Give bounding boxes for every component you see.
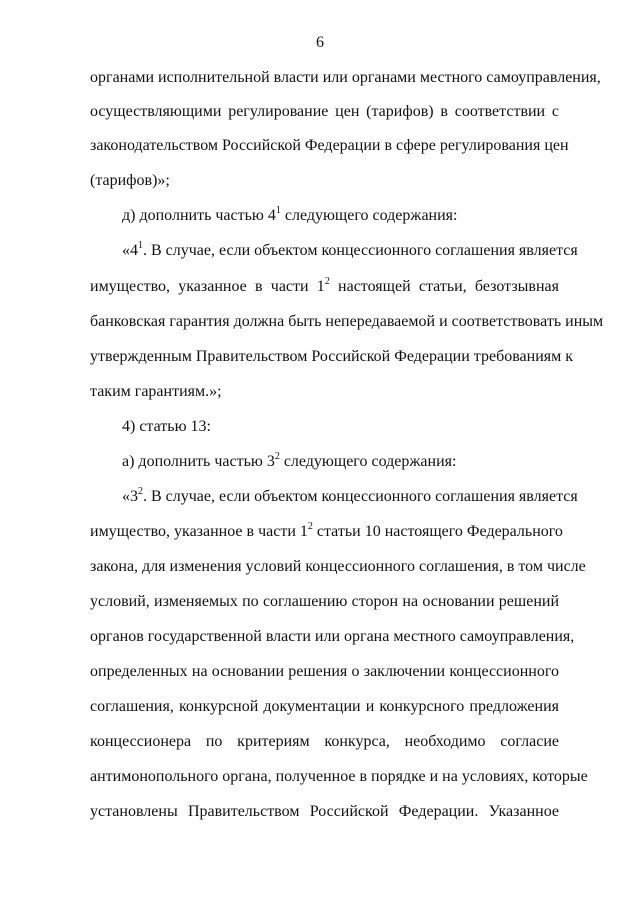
- text-line-9: [90, 347, 574, 367]
- text-run: органов государственной власти или органа местного самоуправления,: [90, 628, 575, 645]
- text-run: утвержденным Правительством Российской Федерации требованиям к: [90, 348, 574, 365]
- text-line-7: [90, 277, 559, 297]
- text-line-2: [90, 102, 559, 122]
- text-run: . В случае, если объектом концессионного соглашения является: [143, 242, 578, 259]
- text-line-4: [90, 171, 559, 191]
- text-line-18: [90, 662, 559, 682]
- text-run: закона, для изменения условий концессионного соглашения, в том числе: [90, 558, 586, 575]
- text-line-12: [122, 452, 559, 472]
- text-run: (тарифов)»;: [90, 172, 170, 189]
- text-line-10: [90, 382, 559, 402]
- text-run: определенных на основании решения о заключении концессионного: [90, 663, 559, 680]
- text-run: соглашения, конкурсной документации и конкурсного предложения: [90, 698, 559, 715]
- text-line-20: [90, 732, 559, 752]
- text-run: «4: [122, 242, 138, 259]
- text-line-3: [90, 136, 569, 156]
- text-run: . В случае, если объектом концессионного соглашения является: [143, 488, 578, 505]
- text-run: законодательством Российской Федерации в сфере регулирования цен: [90, 137, 569, 154]
- text-run: таким гарантиям.»;: [90, 383, 222, 400]
- text-run: осуществляющими регулирование цен (тарифов) в соответствии с: [90, 103, 559, 120]
- text-line-13: [122, 485, 578, 507]
- page-number: 6: [316, 34, 324, 51]
- text-line-19: [90, 697, 559, 717]
- text-run: 4) статью 13:: [122, 418, 211, 435]
- text-run: имущество, указанное в части 1: [90, 523, 308, 540]
- text-run: а) дополнить частью 3: [122, 453, 275, 470]
- superscript: 2: [138, 485, 143, 497]
- superscript: 1: [275, 204, 281, 216]
- text-line-8: [90, 312, 604, 332]
- text-run: статьи 10 настоящего Федерального: [312, 523, 563, 540]
- text-run: условий, изменяемых по соглашению сторон на основании решений: [90, 593, 559, 610]
- text-run: установлены Правительством Российской Федерации. Указанное: [90, 803, 559, 820]
- text-line-17: [90, 627, 575, 647]
- text-line-5: [122, 206, 559, 226]
- text-run: антимонопольного органа, полученное в порядке и на условиях, которые: [90, 768, 588, 785]
- text-run: органами исполнительной власти или органами местного самоуправления,: [90, 69, 601, 86]
- text-line-22: [90, 802, 559, 822]
- text-run: следующего содержания:: [279, 453, 457, 470]
- text-line-16: [90, 592, 559, 612]
- text-run: банковская гарантия должна быть непередаваемой и соответствовать иным: [90, 313, 604, 330]
- text-run: следующего содержания:: [280, 207, 458, 224]
- text-line-14: [90, 520, 563, 542]
- superscript: 2: [324, 275, 330, 287]
- superscript: 1: [138, 239, 143, 251]
- text-line-6: [122, 239, 578, 261]
- text-run: концессионера по критериям конкурса, необходимо согласие: [90, 733, 559, 750]
- text-line-21: [90, 767, 588, 787]
- text-line-1: [90, 68, 601, 88]
- text-line-11: [122, 417, 559, 437]
- text-run: имущество, указанное в части 1: [90, 278, 325, 295]
- text-line-15: [90, 557, 586, 577]
- superscript: 2: [307, 520, 313, 532]
- text-run: «3: [122, 488, 138, 505]
- text-run: настоящей статьи, безотзывная: [329, 278, 559, 295]
- text-run: д) дополнить частью 4: [122, 207, 276, 224]
- superscript: 2: [274, 450, 280, 462]
